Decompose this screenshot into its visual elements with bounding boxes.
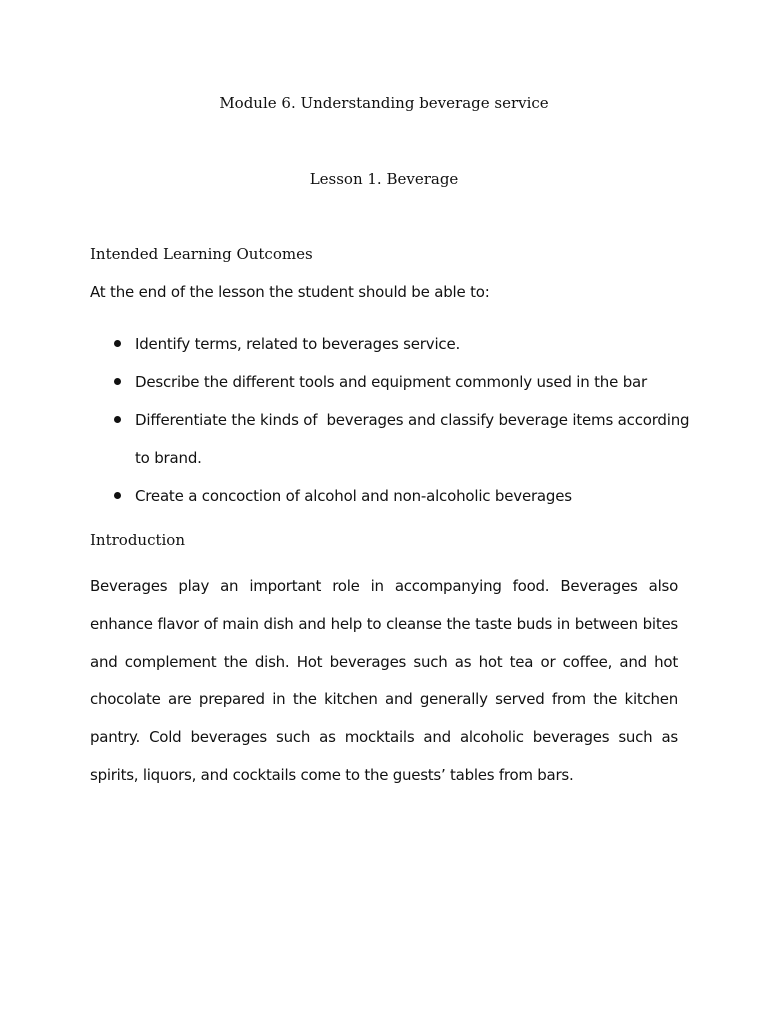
outcome-text: Describe the different tools and equipment commonly used in the bar [135, 373, 647, 391]
bullet-icon [114, 416, 121, 423]
lesson-title: Lesson 1. Beverage [309, 170, 459, 188]
learning-outcomes-lead: At the end of the lesson the student should be able to: [90, 283, 490, 301]
learning-outcomes-heading: Intended Learning Outcomes [90, 245, 313, 263]
introduction-paragraph: Beverages play an important role in accompanying food. Beverages also enhance flavor of main dish and help to cleanse the taste buds in between bites and complement the dish. Hot beverages such as hot tea or coffee, and hot chocolate are prepared in the kitchen and generally served from the kitchen pantry. Cold beverages such as mocktails and alcoholic beverages such as spirits, liquors, and cocktails come to the guests’ tables from bars. [90, 577, 678, 784]
outcome-text: Identify terms, related to beverages service. [135, 335, 461, 353]
outcome-text: Differentiate the kinds of beverages and classify beverage items according to brand. [135, 411, 694, 467]
list-item [90, 477, 690, 515]
list-item [90, 325, 690, 363]
bullet-icon [114, 378, 121, 385]
introduction-heading: Introduction [90, 531, 185, 549]
learning-outcomes-list [90, 325, 694, 515]
bullet-icon [114, 340, 121, 347]
list-item [90, 401, 694, 477]
bullet-icon [114, 492, 121, 499]
list-item [90, 363, 690, 401]
outcome-text: Create a concoction of alcohol and non-alcoholic beverages [135, 487, 572, 505]
module-title: Module 6. Understanding beverage service [219, 94, 549, 112]
